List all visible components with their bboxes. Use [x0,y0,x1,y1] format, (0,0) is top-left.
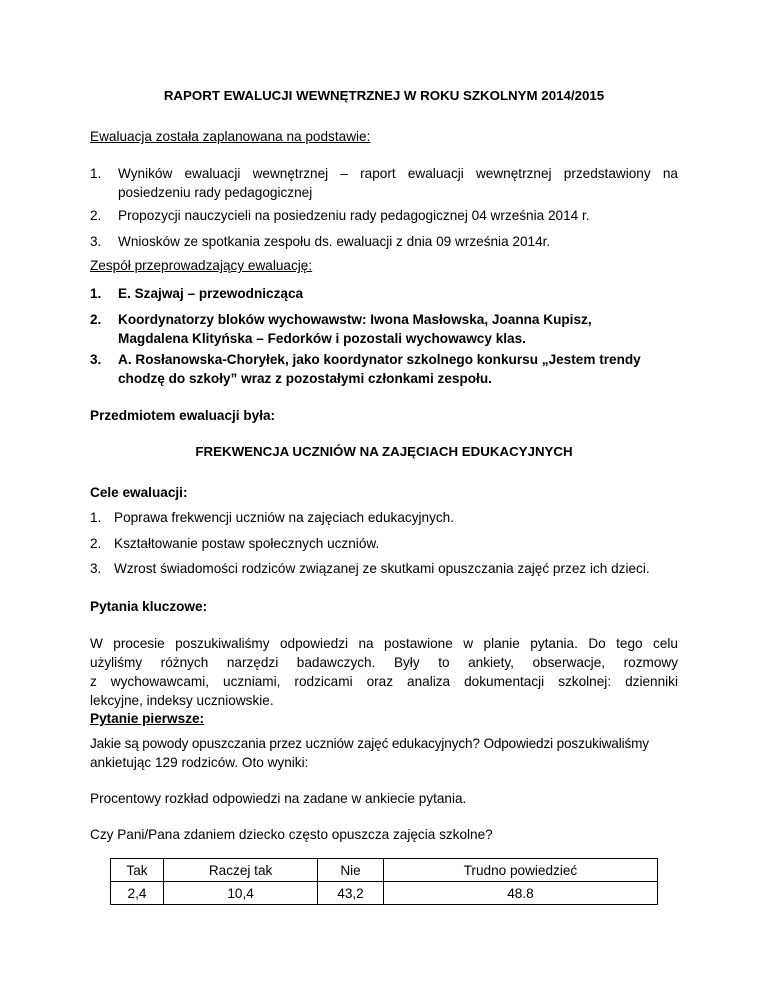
team-item-2 [90,310,650,348]
distribution-text: Procentowy rozkład odpowiedzi na zadane w ankiecie pytania. [90,791,467,806]
list-number: 3. [90,234,102,249]
paragraph-line: W procesie poszukiwaliśmy odpowiedzi na postawione w planie pytania. Do tego celu [90,636,678,651]
subject-title: FREKWENCJA UCZNIÓW NA ZAJĘCIACH EDUKACYJNYCH [195,444,573,459]
list-text: Wzrost świadomości rodziców związanej ze skutkami opuszczania zajęć przez ich dzieci. [114,561,650,576]
list-number: 2. [90,536,102,551]
list-number: 1. [90,510,102,525]
table-header-cell: Nie [318,859,384,882]
team-item-3 [90,350,650,388]
list-text: E. Szajwaj – przewodnicząca [118,286,304,301]
paragraph-line: ankietując 129 rodziców. Oto wyniki: [90,755,309,770]
table-header-cell: Tak [111,859,164,882]
survey-question: Czy Pani/Pana zdaniem dziecko często opuszcza zajęcia szkolne? [90,827,493,842]
paragraph-line: użyliśmy różnych narzędzi badawczych. Były to ankiety, obserwacje, rozmowy [90,655,678,670]
table-cell: 10,4 [163,882,317,905]
team-item-1 [90,284,678,303]
subject-heading: Przedmiotem ewaluacji była: [90,408,276,423]
list-text: Wniosków ze spotkania zespołu ds. ewaluacji z dnia 09 września 2014r. [118,234,551,249]
table-cell: 48.8 [383,882,657,905]
paragraph-line: z wychowawcami, uczniami, rodzicami oraz analiza dokumentacji szkolnej: dzienniki [90,674,678,689]
table-header-cell: Raczej tak [163,859,317,882]
list-number: 1. [90,286,102,301]
q1-heading: Pytanie pierwsze: [90,711,205,726]
list-number: 2. [90,208,102,223]
list-number: 3. [90,352,102,367]
table-header-row [111,859,658,882]
planned-item-2 [90,206,678,225]
table-cell: 2,4 [111,882,164,905]
questions-paragraph [90,634,678,710]
results-table [110,858,658,905]
list-text: Wyników ewaluacji wewnętrznej – raport ewaluacji wewnętrznej przedstawiony na posiedzeniu rady pedagogicznej [118,166,678,200]
table-header-cell: Trudno powiedzieć [383,859,657,882]
list-number: 1. [90,166,102,181]
list-number: 2. [90,312,102,327]
goals-item-3 [90,559,678,578]
goals-heading: Cele ewaluacji: [90,485,188,500]
planned-item-3 [90,232,678,251]
table-row [111,882,658,905]
planned-heading: Ewaluacja została zaplanowana na podstawie: [90,129,371,144]
report-title: RAPORT EWALUCJI WEWNĘTRZNEJ W ROKU SZKOLNYM 2014/2015 [163,88,605,103]
list-text: A. Rosłanowska-Choryłek, jako koordynator szkolnego konkursu „Jestem trendy chodzę do szkoły” wraz z pozostałymi członkami zespołu. [118,352,641,386]
table-cell: 43,2 [318,882,384,905]
paragraph-line: lekcyjne, indeksy uczniowskie. [90,693,274,708]
list-text: Propozycji nauczycieli na posiedzeniu rady pedagogicznej 04 września 2014 r. [118,208,590,223]
list-text: Poprawa frekwencji uczniów na zajęciach edukacyjnych. [114,510,455,525]
goals-item-1 [90,508,678,527]
planned-item-1 [90,164,678,202]
questions-heading: Pytania kluczowe: [90,599,208,614]
team-heading: Zespół przeprowadzający ewaluację: [90,258,313,273]
list-text: Kształtowanie postaw społecznych uczniów. [114,536,380,551]
list-text: Koordynatorzy bloków wychowawstw: Iwona Masłowska, Joanna Kupisz, Magdalena Klityńska – Fedorków i pozostali wychowawcy klas. [118,312,592,346]
q1-paragraph [90,734,678,772]
list-number: 3. [90,561,102,576]
goals-item-2 [90,534,678,553]
paragraph-line: Jakie są powody opuszczania przez uczniów zajęć edukacyjnych? Odpowiedzi poszukiwaliśmy [90,736,649,751]
